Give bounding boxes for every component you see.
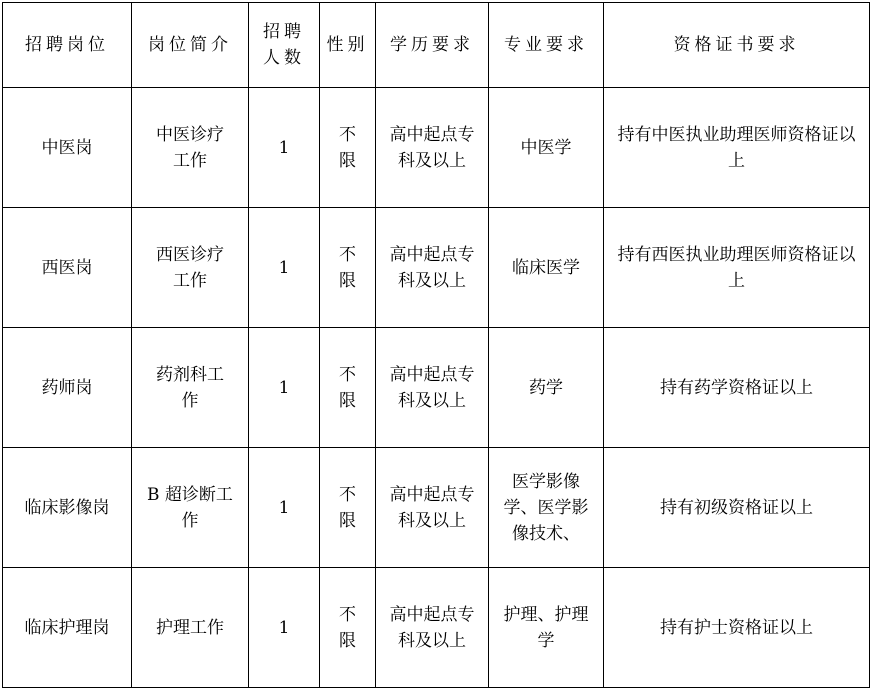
cell-text: 中医岗 (41, 137, 93, 158)
cell-major (489, 448, 604, 568)
header-cell-gender (320, 3, 376, 88)
cell-description (132, 328, 249, 448)
cell-text: 临床医学 (512, 257, 580, 278)
table-row (3, 88, 870, 208)
cell-text: 不限 (338, 124, 356, 171)
header-cell-certificate (604, 3, 870, 88)
cell-text: 中医诊疗工作 (155, 124, 224, 171)
cell-certificate (604, 448, 870, 568)
cell-education (376, 568, 489, 688)
cell-count (249, 448, 320, 568)
cell-text: 1 (278, 257, 290, 278)
cell-text: 高中起点专科及以上 (389, 364, 475, 411)
cell-text: 西医岗 (41, 257, 93, 278)
cell-description (132, 208, 249, 328)
header-cell-education (376, 3, 489, 88)
cell-text: 高中起点专科及以上 (389, 484, 475, 531)
cell-text: 不限 (338, 604, 356, 651)
table-header-row (3, 3, 870, 88)
cell-text: 护理、护理学 (503, 604, 589, 651)
cell-count (249, 568, 320, 688)
cell-certificate (604, 88, 870, 208)
cell-text: 持有中医执业助理医师资格证以上 (617, 124, 856, 171)
cell-education (376, 328, 489, 448)
table-row (3, 448, 870, 568)
header-cell-description (132, 3, 249, 88)
cell-description (132, 88, 249, 208)
cell-text: 护理工作 (156, 617, 224, 638)
cell-major (489, 568, 604, 688)
header-text: 学历要求 (390, 35, 474, 55)
cell-count (249, 208, 320, 328)
cell-gender (320, 448, 376, 568)
cell-text: 高中起点专科及以上 (389, 124, 475, 171)
cell-text: 1 (278, 377, 290, 398)
header-text: 性别 (326, 35, 369, 55)
cell-position (3, 328, 132, 448)
cell-major (489, 88, 604, 208)
cell-text: 1 (278, 137, 290, 158)
cell-education (376, 208, 489, 328)
header-cell-position (3, 3, 132, 88)
cell-text: 高中起点专科及以上 (389, 244, 475, 291)
cell-text: 持有护士资格证以上 (660, 617, 813, 638)
cell-gender (320, 88, 376, 208)
cell-description (132, 448, 249, 568)
cell-text: 不限 (338, 244, 356, 291)
cell-text: 不限 (338, 484, 356, 531)
header-text: 招聘人数 (263, 22, 305, 68)
cell-education (376, 448, 489, 568)
table-row (3, 568, 870, 688)
cell-gender (320, 208, 376, 328)
cell-major (489, 208, 604, 328)
cell-text: 医学影像学、医学影像技术、 (503, 471, 589, 544)
cell-text: 不限 (338, 364, 356, 411)
header-text: 资格证书要求 (673, 35, 800, 55)
header-text: 招聘岗位 (25, 35, 109, 55)
cell-text: 临床影像岗 (24, 497, 110, 518)
cell-gender (320, 328, 376, 448)
cell-text: 持有西医执业助理医师资格证以上 (617, 244, 856, 291)
header-cell-count (249, 3, 320, 88)
table-row (3, 208, 870, 328)
cell-text: 持有初级资格证以上 (660, 497, 813, 518)
header-cell-major (489, 3, 604, 88)
cell-certificate (604, 328, 870, 448)
cell-position (3, 208, 132, 328)
cell-position (3, 568, 132, 688)
cell-major (489, 328, 604, 448)
header-text: 专业要求 (504, 35, 588, 55)
cell-education (376, 88, 489, 208)
cell-description (132, 568, 249, 688)
cell-certificate (604, 568, 870, 688)
cell-position (3, 448, 132, 568)
cell-text: 药剂科工作 (155, 364, 224, 411)
cell-count (249, 328, 320, 448)
cell-text: 高中起点专科及以上 (389, 604, 475, 651)
cell-text: 药学 (529, 377, 563, 398)
cell-gender (320, 568, 376, 688)
cell-count (249, 88, 320, 208)
cell-position (3, 88, 132, 208)
table-row (3, 328, 870, 448)
recruitment-table (2, 2, 870, 688)
cell-text: 西医诊疗工作 (155, 244, 224, 291)
cell-certificate (604, 208, 870, 328)
cell-text: 药师岗 (41, 377, 93, 398)
cell-text: B 超诊断工作 (147, 484, 233, 531)
cell-text: 1 (278, 497, 290, 518)
cell-text: 临床护理岗 (24, 617, 110, 638)
cell-text: 中医学 (520, 137, 572, 158)
cell-text: 1 (278, 617, 290, 638)
header-text: 岗位简介 (148, 35, 232, 55)
cell-text: 持有药学资格证以上 (660, 377, 813, 398)
